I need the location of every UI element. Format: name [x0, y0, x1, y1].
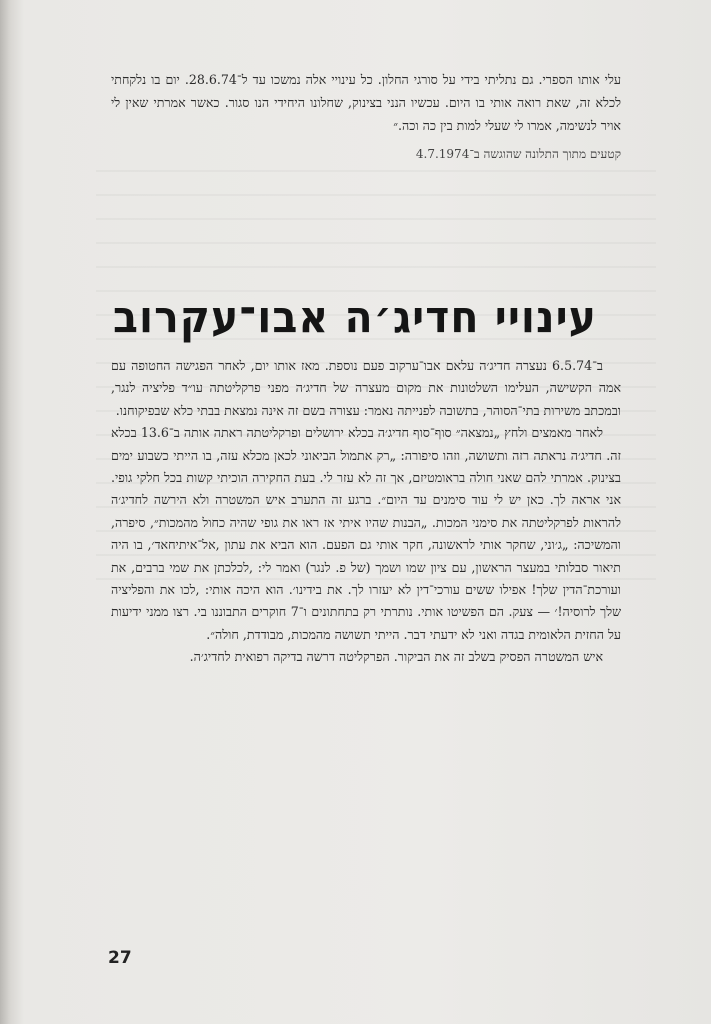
body-paragraph: לאחר מאמצים ולחץ „נמצאה״ סוף־סוף חדיג׳ה בכלא ירושלים ופרקליטתה ראתה אותה ב־13.6 בכלא זה. חדיג׳ה נראתה רזה ותשושה, וזהו סיפורה: „רק אתמול הביאוני לכאן מכלא עזה, בו הייתי כשבוע ימים בצינוק. אמרתי להם שאני חולה בראומטיזם, אך זה לא עזר לי. בעת החקירה הוכיתי קשות בכל חלקי גופי. אני אראה לך. כאן יש לי עוד סימנים עד היום״. ברגע זה התערב איש המשטרה ולא הירשה לחדיג׳ה להראות לפרקליטתה את סימני המכות. „הבנות שהיו איתי אז ראו את גופי שהיה כחול מהמכות״, סיפרה, והמשיכה: „ג׳וני, שחקר אותי לראשונה, חקר אותי גם הפעם. הוא הביא את עתון ,אל־איתיחאד׳, בו היה תיאור סבלותי במעצר הראשון, עם ציון שמו ושמך (של פ. לנגר) ואמר לי: ,לכלכתן את שמי ברבים, את ועורכת־הדין שלך! אפילו ששים עורכי־דין לא יעזרו לך. את בידינו׳. הוא היכה אותי: ,לכו את והפליציה שלך לרוסיה!׳ — צעק. הם הפשיטו אותי. נותרתי רק בתחתונים ו־7 חוקרים התבוננו בי. רצו ממני ידיעות על החזית הלאומית בגדה ואני לא ידעתי דבר. הייתי תשושה מהמכות, מבודדת, חולה״.	[111, 425, 622, 642]
quote-block	[111, 68, 621, 166]
quote-source: קטעים מתוך התלונה שהוגשה ב־4.7.1974	[415, 147, 621, 161]
article-title: עינויי חדיג׳ה אבו־עקרוב	[113, 291, 597, 343]
body-paragraph: ב־6.5.74 נעצרה חדיג׳ה עלאם אבו־ערקוב פעם נוספת. מאז אותו יום, לאחר הפגישה החטופה עם אמה הקשישה, העלימו השלטונות את מקום מעצרה של חדיג׳ה מפני פרקליטתה עו״ד פליציה לנגר, ובמכתב משירות בתי־הסוהר, בתשובה לפנייתה נאמר: עצורה בשם זה אינה נמצאת בבתי כלא שבפיקוחנו.	[111, 358, 621, 418]
quote-text: עלי אותו הספרי. גם נתליתי בידי על סורגי החלון. כל עינויי אלה נמשכו עד ל־28.6.74. יום בו נלקחתי לכלא זה, שאת רואה אותי בו היום. עכשיו הנני בצינוק, שחלונו היחידי הנו סגור. כאשר אמרתי שאין לי אויר לנשימה, אמרו לי שעלי למות בין כה וכה.״	[111, 72, 621, 133]
article-body	[111, 355, 621, 669]
page-number: 27	[108, 948, 132, 968]
body-paragraph: איש המשטרה הפסיק בשלב זה את הביקור. הפרקליטה דרשה בדיקה רפואית לחדיג׳ה.	[189, 649, 603, 665]
